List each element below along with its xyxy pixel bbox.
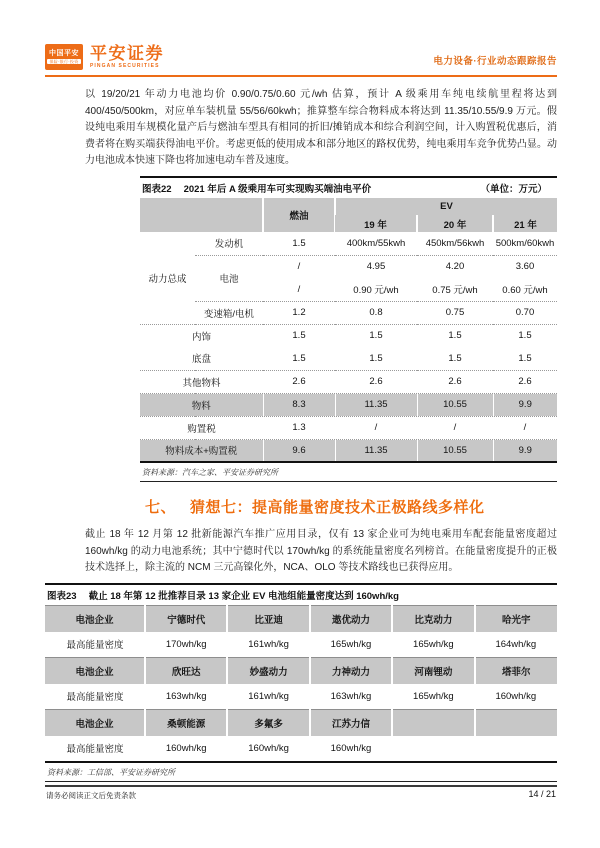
page-number: 14 / 21 (528, 789, 556, 799)
row-label-cell: 物料 (140, 393, 263, 416)
figure23-table (45, 605, 557, 763)
value-cell: / (335, 416, 417, 439)
header-fuel-cell: 燃油 (263, 198, 335, 232)
company-cell: 欣旺达 (145, 658, 227, 684)
figure23-source: 资料来源：工信部、平安证券研究所 (45, 763, 557, 782)
density-row (45, 684, 557, 710)
value-cell: 1.5 (335, 347, 417, 370)
header-divider (45, 75, 557, 77)
row-label-cell: 发动机 (195, 232, 263, 255)
section7-number: 七、 (145, 499, 177, 516)
figure23-label: 图表23 (47, 591, 77, 602)
figure23-title-text: 截止 18 年第 12 批推荐目录 13 家企业 EV 电池组能量密度达到 160wh/kg (88, 591, 399, 602)
company-header-row (45, 606, 557, 632)
logo-badge-text: 中国平安 (49, 50, 79, 57)
density-cell: 161wh/kg (248, 690, 289, 702)
brand-name-en: PINGAN SECURITIES (90, 63, 160, 69)
density-cell: 160wh/kg (165, 742, 207, 754)
value-cell: 0.8 (335, 301, 417, 324)
company-header-row (45, 658, 557, 684)
density-cell: 160wh/kg (248, 742, 289, 754)
value-cell: / (263, 278, 335, 301)
figure22-title-text: 2021 年后 A 级乘用车可实现购买端油电平价 (183, 184, 372, 195)
body-paragraph-1: 以 19/20/21 年动力电池均价 0.90/0.75/0.60 元/wh 估算，预计 A 级乘用车纯电续航里程将达到 400/450/500km，对应单车装机量 55/56/60kwh；推算整车综合物料成本将达到 11.35/10.55/9.9 万元。假设纯电乘用车规模化量产后与燃油车型具有相同的折旧/摊销成本和综合利润空间，计入购置税优惠后，消费者将在购买端获得油电平价。考虑更低的使用成本和部分地区的路权优势，纯电乘用车竞争优势凸显。动力电池成本快速下降也将加速电动车普及速度。 (85, 89, 557, 166)
value-cell: 4.95 (366, 261, 386, 273)
table-header-row (140, 198, 557, 215)
company-cell: 多氟多 (227, 710, 309, 736)
table-row-interior (140, 324, 557, 347)
value-cell: 8.3 (263, 393, 335, 416)
brand-name: 平安证券 (90, 44, 164, 63)
value-cell: 9.9 (493, 393, 557, 416)
density-cell: 161wh/kg (248, 638, 289, 650)
footer-divider (45, 785, 557, 787)
row-label-cell: 电池企业 (45, 658, 145, 684)
value-cell: 500km/60kwh (493, 232, 557, 255)
figure23-title-bar (45, 583, 557, 605)
company-cell: 桑顿能源 (145, 710, 227, 736)
value-cell: 2.6 (417, 370, 493, 393)
table-row-battery-price (140, 255, 557, 278)
value-cell: 0.75 元/wh (417, 278, 493, 301)
figure22-unit: （单位：万元） (480, 184, 547, 195)
header-empty-cell (140, 198, 263, 232)
density-cell: 170wh/kg (165, 638, 207, 650)
value-cell: / (493, 416, 557, 439)
brand-text-block (90, 44, 164, 70)
footer-disclaimer: 请务必阅读正文后免责条款 (46, 791, 136, 800)
figure22-label: 图表22 (142, 184, 172, 195)
page-header (45, 44, 557, 74)
value-cell: 11.35 (335, 393, 417, 416)
value-cell: 10.55 (417, 439, 493, 462)
table-row-purchasetax (140, 416, 557, 439)
company-cell: 力神动力 (310, 658, 392, 684)
table-row-total-with-tax (140, 439, 557, 462)
company-cell (475, 710, 557, 736)
value-cell: 1.5 (417, 347, 493, 370)
row-label-cell: 内饰 (191, 331, 211, 343)
density-cell: 160wh/kg (495, 690, 537, 702)
value-cell: 2.6 (263, 370, 335, 393)
logo-badge-subtext: 保险·银行·投资 (49, 59, 79, 64)
pingan-logo (45, 44, 164, 70)
value-cell: 0.70 (493, 301, 557, 324)
value-cell: 1.5 (369, 330, 383, 342)
company-cell (392, 710, 474, 736)
row-label-cell: 底盘 (140, 347, 263, 370)
value-cell: 1.5 (518, 330, 532, 342)
figure22-source: 资料来源：汽车之家、平安证券研究所 (140, 463, 557, 482)
value-cell: 1.3 (263, 416, 335, 439)
value-cell: 0.75 (417, 301, 493, 324)
value-cell: 11.35 (335, 439, 417, 462)
value-cell: / (297, 261, 301, 273)
value-cell: 1.5 (448, 330, 462, 342)
value-cell: 1.5 (292, 330, 306, 342)
density-row (45, 632, 557, 658)
company-cell: 比克动力 (392, 606, 474, 632)
row-label-cell: 最高能量密度 (66, 640, 124, 652)
company-cell: 比亚迪 (227, 606, 309, 632)
density-cell: 163wh/kg (330, 690, 372, 702)
section7-heading (145, 496, 485, 517)
density-cell (392, 736, 474, 762)
row-label-cell: 电池企业 (45, 606, 145, 632)
value-cell: 1.2 (263, 301, 335, 324)
density-cell: 165wh/kg (413, 638, 454, 650)
value-cell: 1.5 (263, 347, 335, 370)
value-cell: 10.55 (417, 393, 493, 416)
table-row-materials-total (140, 393, 557, 416)
table-row-gearbox (140, 301, 557, 324)
value-cell: 400km/55kwh (335, 232, 417, 255)
value-cell: 0.60 元/wh (493, 278, 557, 301)
row-label-cell: 电池企业 (45, 710, 145, 736)
company-cell: 遨优动力 (310, 606, 392, 632)
value-cell: 450km/56kwh (417, 232, 493, 255)
company-header-row (45, 710, 557, 736)
company-cell: 塔菲尔 (475, 658, 557, 684)
section7-title: 猜想七：提高能量密度技术正极路线多样化 (190, 499, 485, 516)
row-label-cell: 变速箱/电机 (195, 301, 263, 324)
table-row-othermaterials (140, 370, 557, 393)
company-cell: 江苏力信 (310, 710, 392, 736)
value-cell: 0.90 元/wh (335, 278, 417, 301)
row-label-cell: 电池 (195, 255, 263, 301)
density-cell: 163wh/kg (165, 690, 207, 702)
value-cell: 3.60 (515, 261, 535, 273)
company-cell: 河南锂动 (392, 658, 474, 684)
report-type-label: 电力设备·行业动态跟踪报告 (433, 56, 557, 67)
row-label-cell: 最高能量密度 (66, 692, 124, 704)
header-year-cell: 20 年 (417, 215, 493, 232)
row-label-cell: 物料成本+购置税 (140, 439, 263, 462)
density-cell: 164wh/kg (495, 638, 537, 650)
figure22-table (140, 198, 557, 463)
table-row-chassis (140, 347, 557, 370)
row-label-cell: 购置税 (140, 416, 263, 439)
value-cell: 9.6 (263, 439, 335, 462)
table-row-engine (140, 232, 557, 255)
group-label-cell: 动力总成 (140, 232, 195, 324)
value-cell: 2.6 (493, 370, 557, 393)
figure23 (45, 583, 557, 782)
company-cell: 妙盛动力 (227, 658, 309, 684)
figure22-title-bar (140, 176, 557, 198)
density-cell (475, 736, 557, 762)
header-ev-cell: EV (335, 198, 557, 215)
value-cell: 1.5 (493, 347, 557, 370)
row-label-cell: 其他物料 (140, 370, 263, 393)
density-cell: 165wh/kg (413, 690, 454, 702)
value-cell: / (417, 416, 493, 439)
company-cell: 宁德时代 (145, 606, 227, 632)
header-year-cell: 21 年 (493, 215, 557, 232)
value-cell: 9.9 (493, 439, 557, 462)
value-cell: 4.20 (445, 261, 465, 273)
body-paragraph-2: 截止 18 年 12 月第 12 批新能源汽车推广应用目录，仅有 13 家企业可为纯电乘用车配套能量密度超过 160wh/kg 的动力电池系统；其中宁德时代以 170wh/kg 的系统能量密度名列榜首。在能量密度提升的正极技术选择上，除主流的 NCM 三元高镍化外，NCA、OLO 等技术路线也已获得应用。 (85, 529, 557, 573)
value-cell: 2.6 (335, 370, 417, 393)
row-label-cell: 最高能量密度 (66, 744, 124, 755)
density-cell: 165wh/kg (330, 638, 372, 650)
header-year-cell: 19 年 (335, 215, 417, 232)
pingan-logo-badge (45, 44, 83, 70)
density-cell: 160wh/kg (330, 742, 372, 754)
figure22 (140, 176, 557, 482)
density-row (45, 736, 557, 762)
company-cell: 哈光宇 (475, 606, 557, 632)
value-cell: 1.5 (263, 232, 335, 255)
